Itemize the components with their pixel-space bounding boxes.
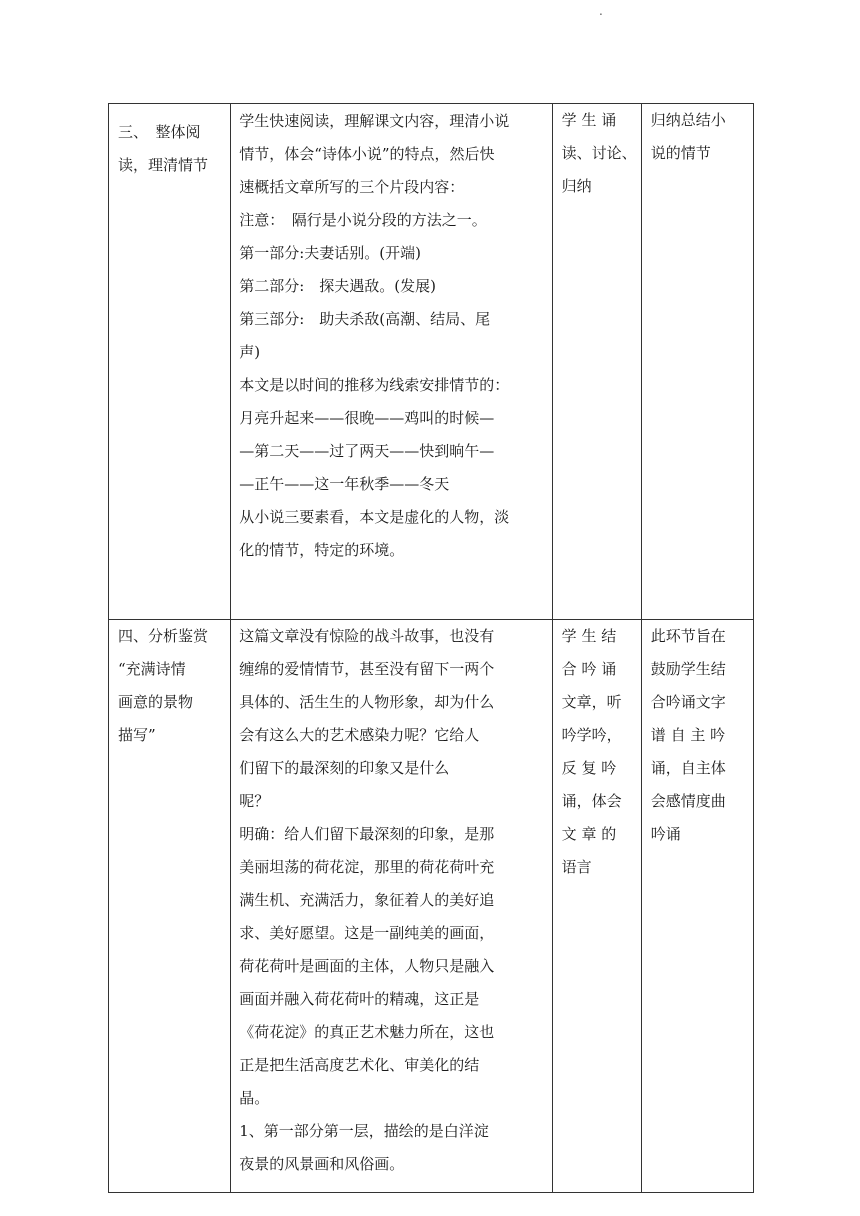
stage-cell: [109, 104, 231, 620]
design-intent-text: 鼓励学生结: [650, 660, 726, 678]
stage-text: 读，理清情节: [118, 156, 209, 174]
content-line: 注意： 隔行是小说分段的方法之一。: [239, 211, 487, 229]
content-line: 具体的、活生生的人物形象，却为什么: [239, 693, 495, 711]
content-line: 从小说三要素看，本文是虚化的人物，淡: [239, 508, 510, 526]
content-line: 满生机、充满活力，象征着人的美好追: [239, 891, 495, 909]
content-line: 夜景的风景画和风俗画。: [239, 1155, 405, 1173]
content-line: 缠绵的爱情情节，甚至没有留下一两个: [239, 660, 495, 678]
content-line: 速概括文章所写的三个片段内容：: [239, 178, 465, 196]
student-activity-cell: [552, 104, 641, 620]
page-corner-mark: .: [599, 4, 603, 18]
content-line: 第二部分: 探夫遇敌。(发展): [239, 277, 436, 295]
content-line: 第三部分: 助夫杀敌(高潮、结局、尾: [239, 310, 491, 328]
content-line: 情节，体会“诗体小说”的特点，然后快: [239, 145, 495, 163]
content-line: 晶。: [239, 1089, 270, 1107]
stage-text: 四、分析鉴赏: [118, 627, 209, 645]
design-intent-text: 诵，自主体: [650, 759, 726, 777]
student-activity-text: 归纳: [561, 177, 592, 195]
student-activity-text: 学 生 结: [561, 627, 617, 645]
content-line: 第一部分:夫妻话别。(开端): [239, 244, 421, 262]
content-line: 们留下的最深刻的印象又是什么: [239, 759, 450, 777]
design-intent-text: 吟诵: [650, 825, 681, 843]
content-line: 画面并融入荷花荷叶的精魂，这正是: [239, 990, 480, 1008]
student-activity-text: 读、讨论、: [561, 144, 637, 162]
content-line: 求、美好愿望。这是一副纯美的画面，: [239, 924, 495, 942]
content-line: 《荷花淀》的真正艺术魅力所在，这也: [239, 1023, 495, 1041]
stage-cell: [109, 620, 231, 1193]
design-intent-text: 归纳总结小: [650, 111, 726, 129]
student-activity-text: 反 复 吟: [561, 759, 617, 777]
table-row-stage-3: [109, 104, 754, 620]
student-activity-text: 文 章 的: [561, 825, 617, 843]
design-intent-cell: [641, 620, 753, 1193]
stage-text: 三、 整体阅: [118, 123, 201, 141]
content-line: 美丽坦荡的荷花淀，那里的荷花荷叶充: [239, 858, 495, 876]
design-intent-text: 谱 自 主 吟: [650, 726, 726, 744]
design-intent-text: 说的情节: [650, 144, 711, 162]
lesson-plan-table: [108, 103, 754, 1193]
content-line: —第二天——过了两天——快到晌午—: [239, 442, 495, 460]
content-line: 1、第一部分第一层，描绘的是白洋淀: [239, 1122, 489, 1140]
design-intent-text: 会感情度曲: [650, 792, 726, 810]
stage-text: 画意的景物: [118, 693, 194, 711]
content-line: 本文是以时间的推移为线索安排情节的：: [239, 376, 510, 394]
content-line: 荷花荷叶是画面的主体，人物只是融入: [239, 957, 495, 975]
stage-text: “充满诗情: [118, 660, 186, 678]
table-row-stage-4: [109, 620, 754, 1193]
student-activity-text: 学 生 诵: [561, 111, 617, 129]
content-line: —正午——这一年秋季——冬天: [239, 475, 450, 493]
student-activity-text: 吟学吟，: [561, 726, 622, 744]
design-intent-text: 合吟诵文字: [650, 693, 726, 711]
design-intent-text: 此环节旨在: [650, 627, 726, 645]
content-line: 呢？: [239, 792, 270, 810]
teaching-content-cell: [231, 104, 552, 620]
student-activity-text: 文章，听: [561, 693, 622, 711]
student-activity-text: 语言: [561, 858, 592, 876]
content-line: 明确：给人们留下最深刻的印象，是那: [239, 825, 495, 843]
content-line: 会有这么大的艺术感染力呢？它给人: [239, 726, 480, 744]
student-activity-text: 合 吟 诵: [561, 660, 617, 678]
content-line: 这篇文章没有惊险的战斗故事，也没有: [239, 627, 495, 645]
student-activity-cell: [552, 620, 641, 1193]
content-line: 月亮升起来——很晚——鸡叫的时候—: [239, 409, 495, 427]
content-line: 正是把生活高度艺术化、审美化的结: [239, 1056, 480, 1074]
content-line: 化的情节，特定的环境。: [239, 541, 405, 559]
content-line: 声): [239, 343, 261, 361]
student-activity-text: 诵，体会: [561, 792, 622, 810]
stage-text: 描写”: [118, 726, 156, 744]
design-intent-cell: [641, 104, 753, 620]
content-line: 学生快速阅读，理解课文内容，理清小说: [239, 112, 510, 130]
teaching-content-cell: [231, 620, 552, 1193]
